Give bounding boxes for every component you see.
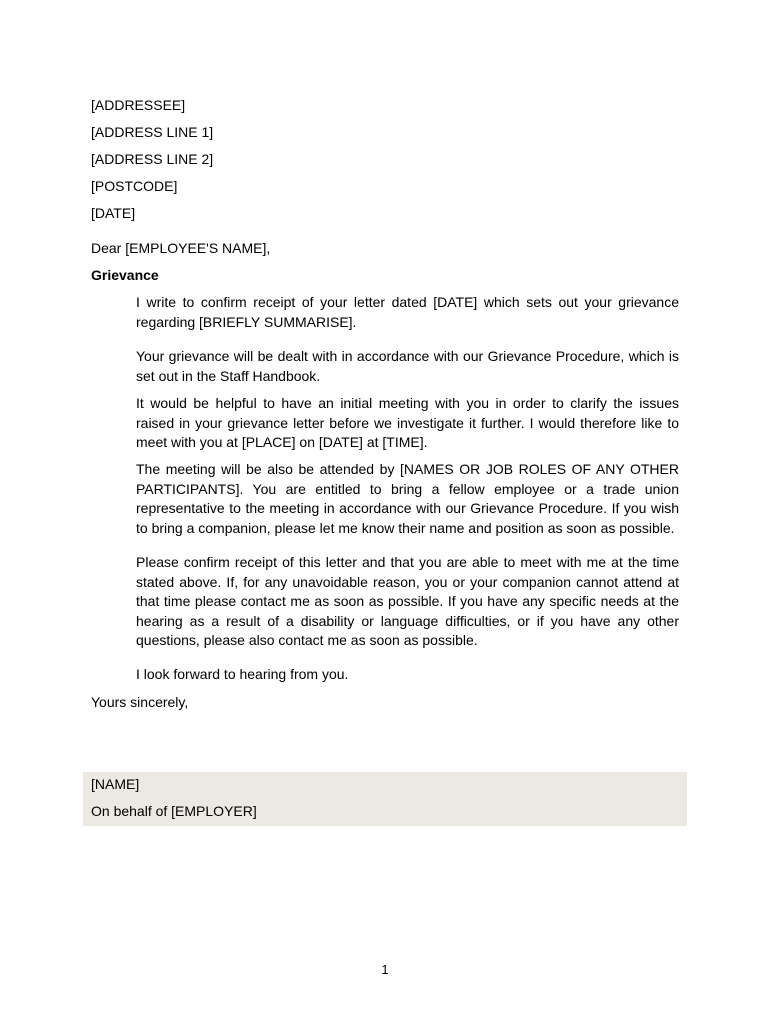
- body-paragraph-confirm: Please confirm receipt of this letter and that you are able to meet with me at the time stated above. If, for any unavoidable reason, you or your companion cannot attend at that time please contact me as soon as possible. If you have any specific needs at the hearing as a result of a disability or language difficulties, or if you have any other questions, please also contact me as soon as possible.: [136, 554, 679, 648]
- signatory-employer: On behalf of [EMPLOYER]: [91, 803, 257, 819]
- address-line-2: [ADDRESS LINE 2]: [91, 151, 214, 167]
- letter-date: [DATE]: [91, 205, 136, 221]
- signatory-name: [NAME]: [91, 776, 140, 792]
- body-paragraph-receipt: I write to confirm receipt of your letter dated [DATE] which sets out your grievance regarding [BRIEFLY SUMMARISE].: [136, 294, 679, 330]
- page-number: 1: [381, 962, 389, 977]
- body-paragraph-procedure: Your grievance will be dealt with in accordance with our Grievance Procedure, which is set out in the Staff Handbook.: [136, 348, 679, 384]
- addressee: [ADDRESSEE]: [91, 97, 186, 113]
- letter-subject: Grievance: [91, 267, 159, 283]
- address-line-1: [ADDRESS LINE 1]: [91, 124, 214, 140]
- signature-block: [83, 772, 687, 826]
- body-paragraph-closing-remark: I look forward to hearing from you.: [136, 666, 349, 682]
- body-paragraph-meeting: It would be helpful to have an initial meeting with you in order to clarify the issues raised in your grievance letter before we investigate it further. I would therefore like to meet with you at [PLACE] on [DATE] at [TIME].: [136, 395, 679, 450]
- body-paragraph-attendees: The meeting will be also be attended by [NAMES OR JOB ROLES OF ANY OTHER PARTICIPANTS]. You are entitled to bring a fellow employee or a trade union representative to the meeting in accordance with our Grievance Procedure. If you wish to bring a companion, please let me know their name and position as soon as possible.: [136, 461, 679, 536]
- postcode: [POSTCODE]: [91, 178, 178, 194]
- salutation: Dear [EMPLOYEE'S NAME],: [91, 240, 271, 256]
- complimentary-close: Yours sincerely,: [91, 694, 189, 710]
